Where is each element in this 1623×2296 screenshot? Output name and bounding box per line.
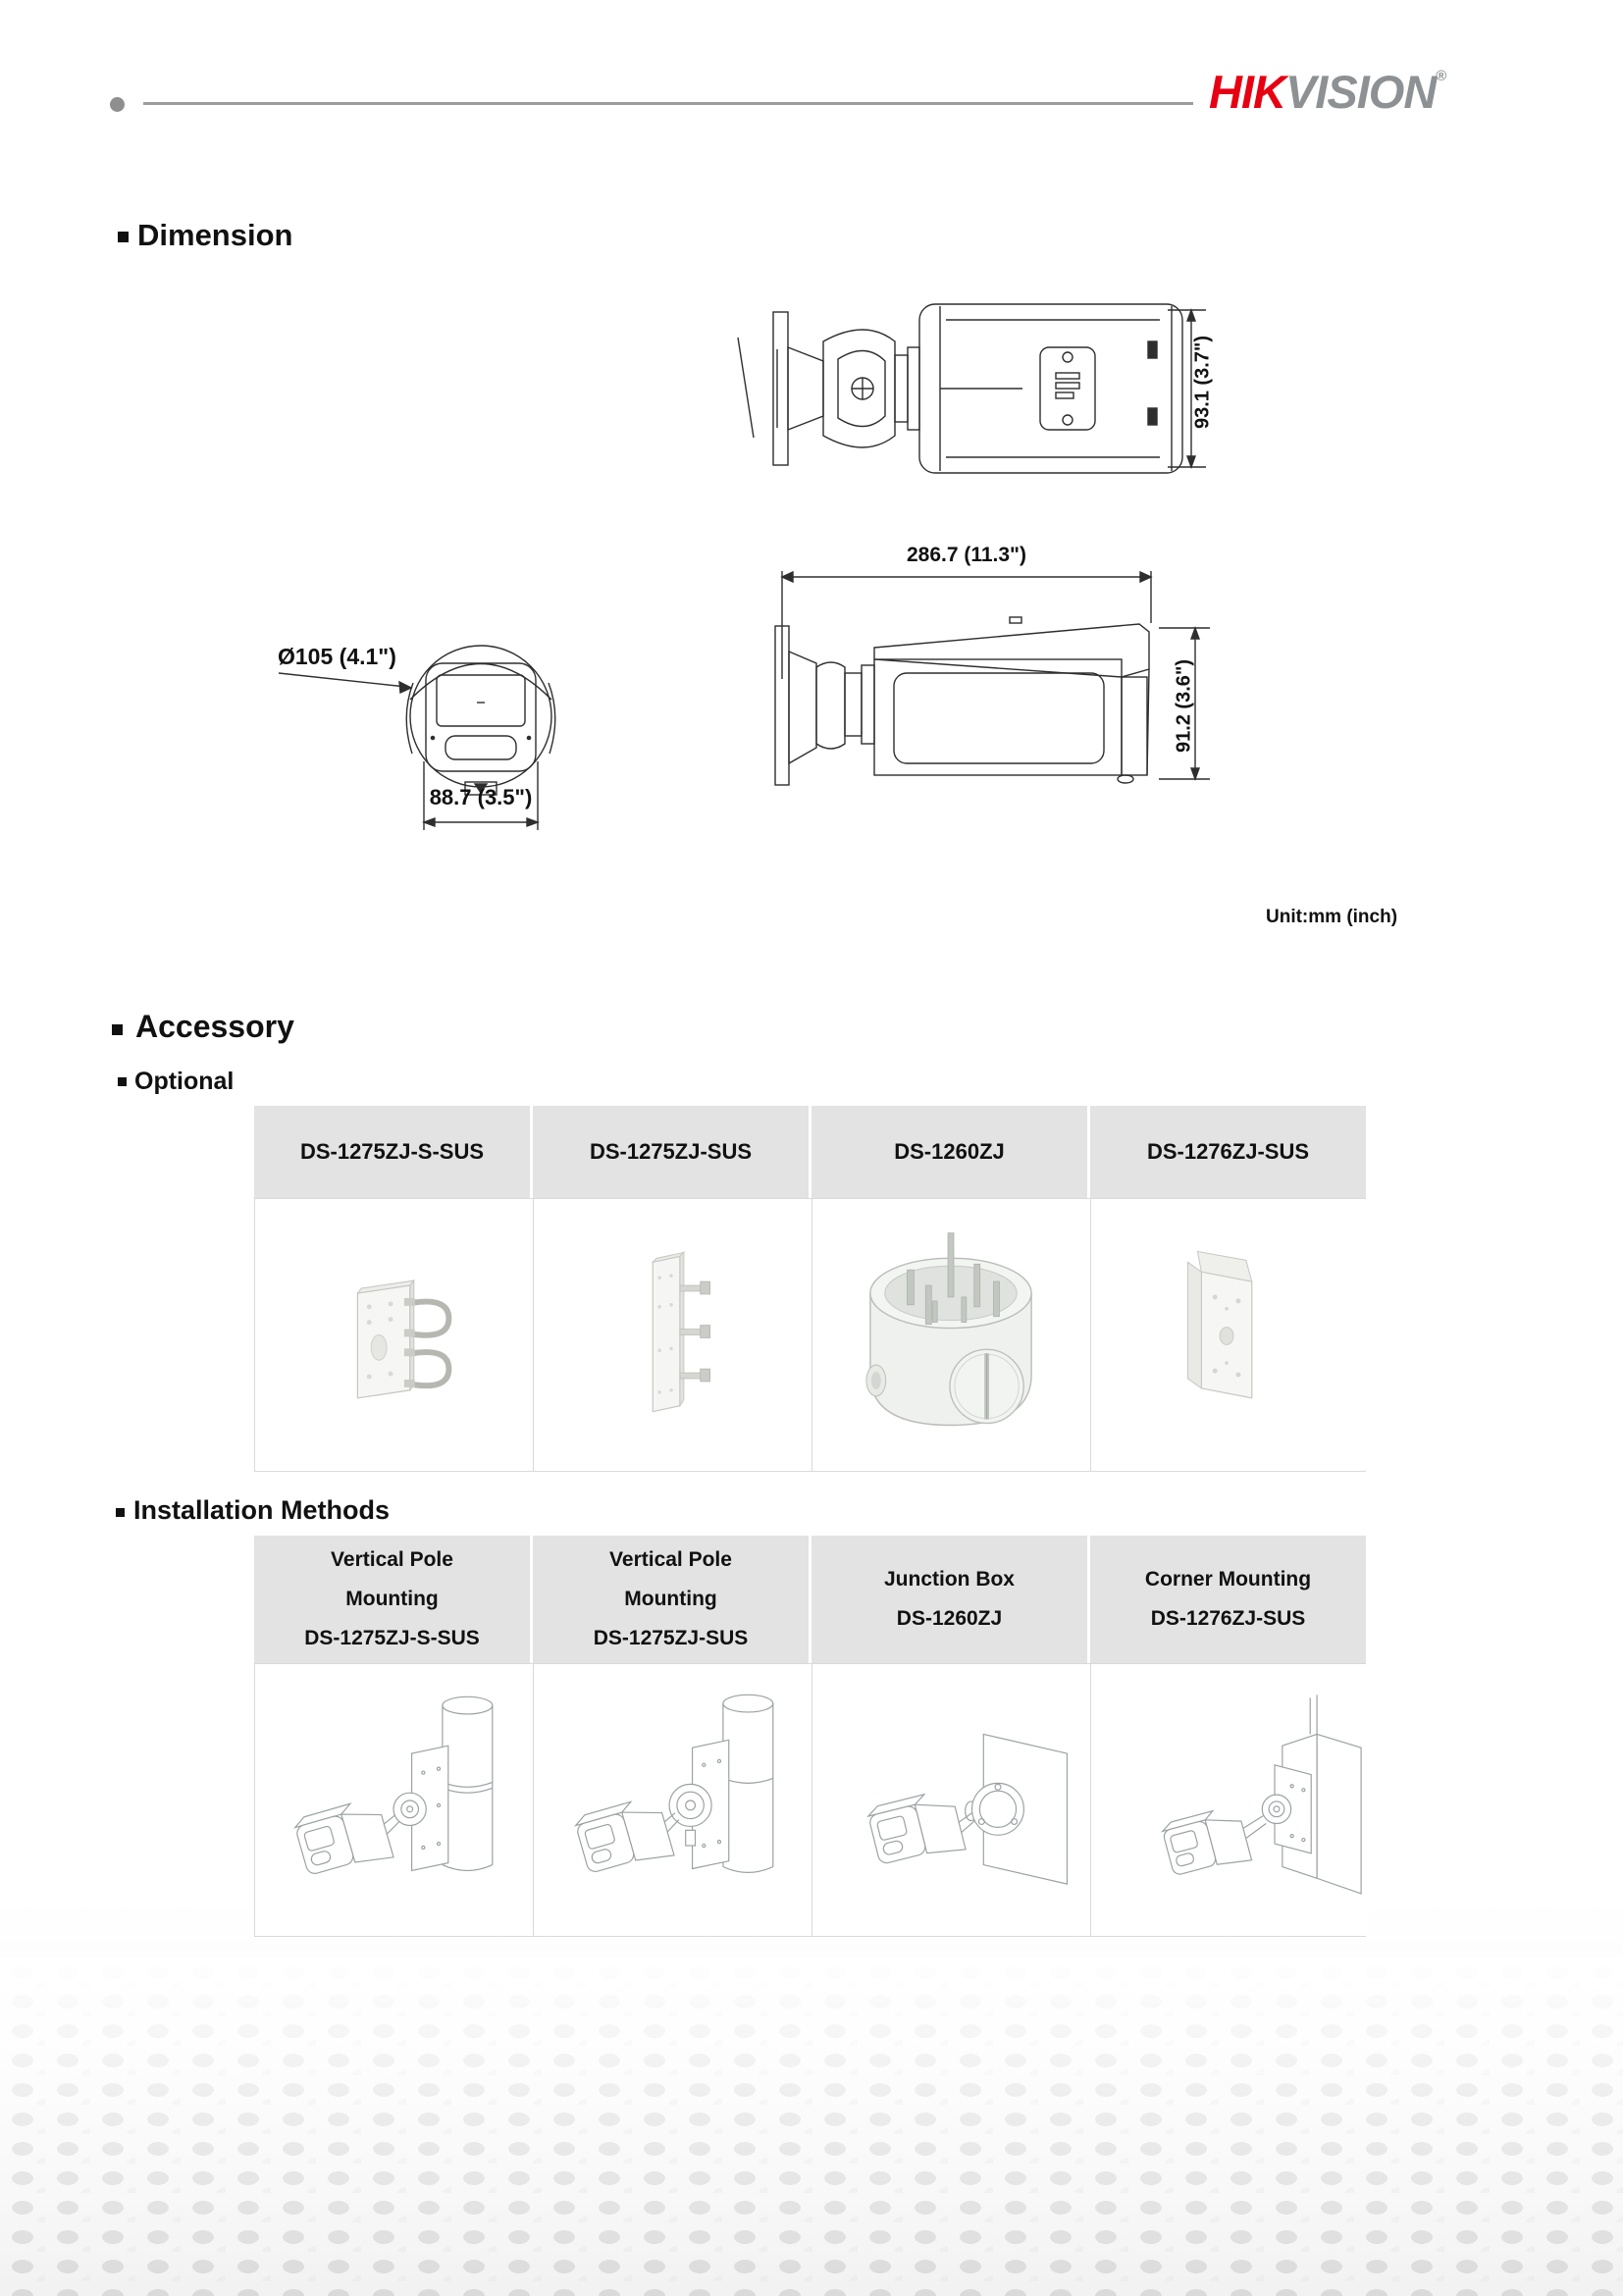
- junction-box-image: [812, 1200, 1090, 1470]
- header-rule: [143, 102, 1193, 105]
- hikvision-logo: [1209, 65, 1446, 119]
- accessory-image-cell: [534, 1199, 812, 1471]
- accessory-table-header: [254, 1106, 1366, 1198]
- halftone-fade-overlay: [0, 1957, 1623, 2296]
- logo-vision: VISION: [1284, 66, 1437, 118]
- mount-plate-image: [534, 1200, 812, 1470]
- installation-title: Installation Methods: [133, 1495, 391, 1525]
- method-line: DS-1276ZJ-SUS: [1150, 1607, 1306, 1630]
- install-corner-mounting-drawing: [1091, 1665, 1369, 1935]
- method-line: Vertical Pole: [609, 1548, 732, 1571]
- method-line: Vertical Pole: [331, 1548, 453, 1571]
- installation-image-cell: [1091, 1664, 1369, 1936]
- logo-hik: HIK: [1209, 66, 1285, 118]
- accessory-model-header: DS-1260ZJ: [812, 1106, 1087, 1198]
- installation-table-header: [254, 1536, 1366, 1663]
- install-vertical-pole-1-drawing: [255, 1665, 533, 1935]
- accessory-image-cell: [812, 1199, 1091, 1471]
- dim-label-side-height: 91.2 (3.6"): [1173, 658, 1195, 754]
- method-line: Corner Mounting: [1144, 1568, 1312, 1591]
- section-bullet: [118, 232, 129, 242]
- method-line: DS-1260ZJ: [896, 1607, 1003, 1630]
- install-vertical-pole-2-drawing: [534, 1665, 812, 1935]
- logo-registered-mark: ®: [1436, 68, 1447, 84]
- unit-note: Unit:mm (inch): [1266, 907, 1398, 927]
- header-dot-icon: [110, 97, 125, 112]
- accessory-title: Accessory: [135, 1009, 294, 1044]
- dim-label-top-height: 93.1 (3.7"): [1191, 335, 1214, 430]
- method-line: DS-1275ZJ-S-SUS: [304, 1627, 480, 1649]
- camera-side-view-drawing: [721, 530, 1231, 795]
- installation-method-header: [812, 1536, 1087, 1663]
- installation-method-header: [533, 1536, 809, 1663]
- accessory-model-header: DS-1275ZJ-SUS: [533, 1106, 809, 1198]
- dim-label-length: 286.7 (11.3"): [906, 544, 1027, 566]
- method-line: Mounting: [624, 1588, 717, 1610]
- installation-image-cell: [534, 1664, 812, 1936]
- installation-image-cell: [812, 1664, 1091, 1936]
- corner-bracket-image: [1091, 1200, 1369, 1470]
- pole-mount-bracket-image: [255, 1200, 533, 1470]
- method-line: Junction Box: [883, 1568, 1015, 1591]
- subsection-bullet: [116, 1508, 125, 1517]
- method-line: DS-1275ZJ-SUS: [593, 1627, 749, 1649]
- accessory-model-header: DS-1275ZJ-S-SUS: [254, 1106, 530, 1198]
- method-line: Mounting: [345, 1588, 439, 1610]
- installation-table-images: [254, 1663, 1366, 1937]
- installation-method-header: [254, 1536, 530, 1663]
- install-junction-box-drawing: [812, 1665, 1090, 1935]
- accessory-image-cell: [1091, 1199, 1369, 1471]
- installation-table: [254, 1536, 1366, 1937]
- installation-method-header: [1090, 1536, 1366, 1663]
- dim-label-front-width: 88.7 (3.5"): [429, 785, 533, 809]
- dim-label-diameter: Ø105 (4.1"): [278, 644, 396, 669]
- section-bullet: [112, 1024, 123, 1035]
- installation-image-cell: [255, 1664, 534, 1936]
- accessory-table: [254, 1106, 1366, 1472]
- accessory-model-header: DS-1276ZJ-SUS: [1090, 1106, 1366, 1198]
- accessory-table-images: [254, 1198, 1366, 1472]
- subsection-bullet: [118, 1077, 127, 1086]
- accessory-image-cell: [255, 1199, 534, 1471]
- dimension-title: Dimension: [137, 218, 293, 252]
- optional-title: Optional: [134, 1068, 235, 1095]
- camera-top-view-drawing: [728, 290, 1219, 487]
